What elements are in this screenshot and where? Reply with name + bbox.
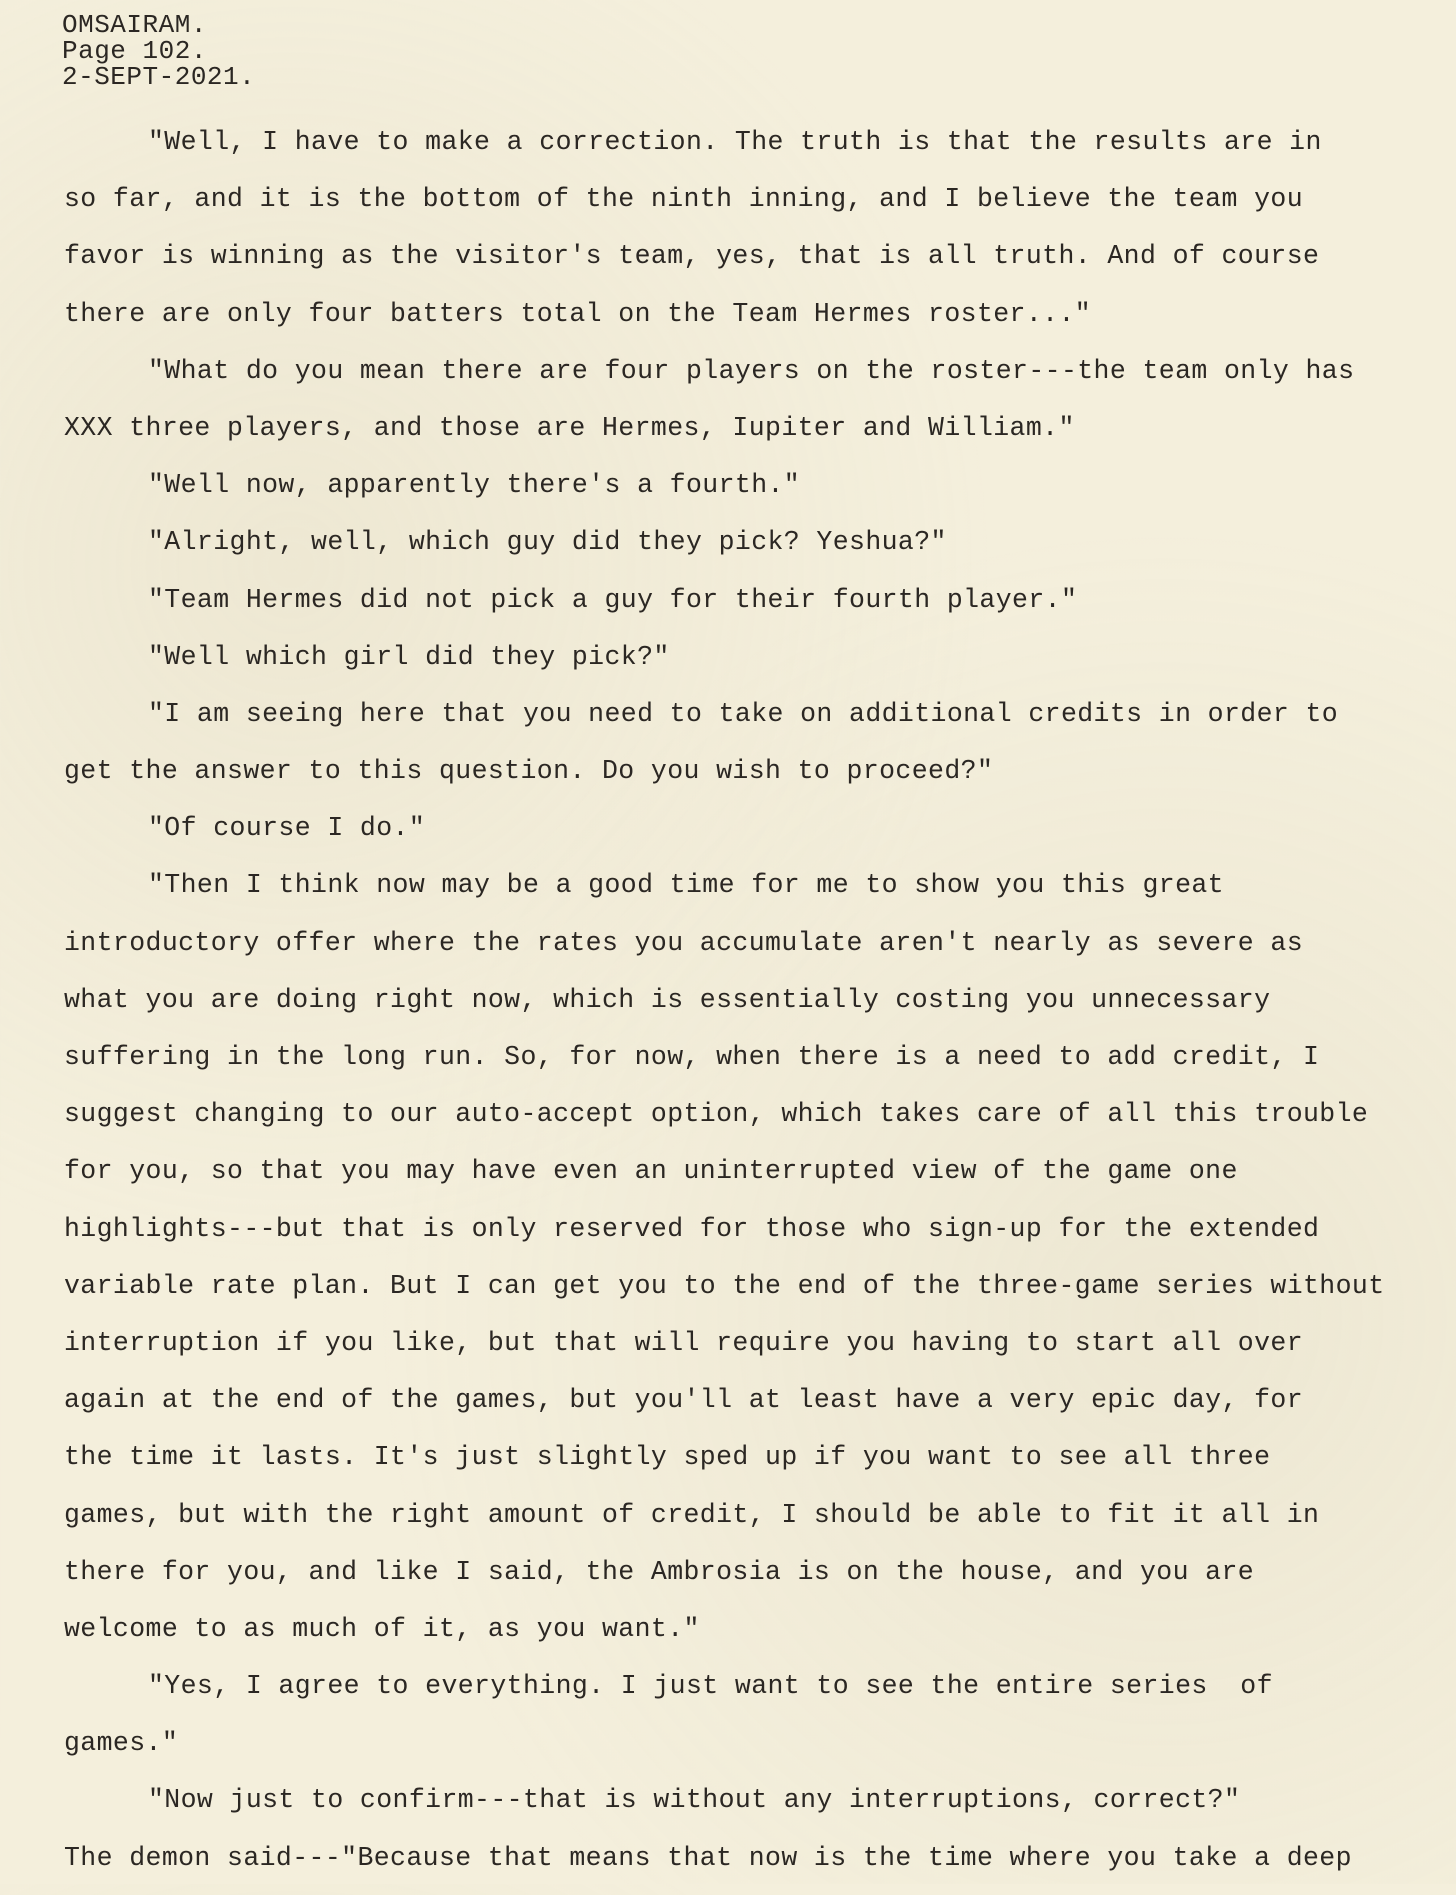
text-line: "Now just to confirm---that is without any interruptions, correct?" xyxy=(148,1785,1241,1816)
text-line: get the answer to this question. Do you wish to proceed?" xyxy=(64,756,994,787)
text-line: "What do you mean there are four players on the roster---the team only has xyxy=(148,355,1355,386)
text-line: interruption if you like, but that will require you having to start all over xyxy=(64,1327,1303,1358)
text-line: welcome to as much of it, as you want." xyxy=(64,1613,700,1644)
text-line: what you are doing right now, which is essentially costing you unnecessary xyxy=(64,984,1271,1015)
text-line: introductory offer where the rates you accumulate aren't nearly as severe as xyxy=(64,927,1303,958)
text-line: suffering in the long run. So, for now, when there is a need to add credit, I xyxy=(64,1042,1320,1072)
page-header xyxy=(62,12,255,90)
text-line: The demon said---"Because that means that now is the time where you take a deep xyxy=(64,1842,1352,1873)
text-line: "Well, I have to make a correction. The truth is that the results are in xyxy=(148,127,1322,157)
text-line: "Of course I do." xyxy=(148,813,426,844)
text-line: for you, so that you may have even an uninterrupted view of the game one xyxy=(64,1156,1238,1187)
text-line: there are only four batters total on the Team Hermes roster..." xyxy=(64,298,1092,329)
text-line: "Yes, I agree to everything. I just want to see the entire series of xyxy=(148,1671,1273,1702)
text-line: favor is winning as the visitor's team, yes, that is all truth. And of course xyxy=(64,241,1320,272)
text-line: "Team Hermes did not pick a guy for their fourth player." xyxy=(148,584,1078,615)
text-line: variable rate plan. But I can get you to the end of the three-game series without xyxy=(64,1270,1385,1301)
text-line: games." xyxy=(64,1728,179,1759)
text-line: there for you, and like I said, the Ambrosia is on the house, and you are xyxy=(64,1556,1255,1587)
header-line-2: Page 102. xyxy=(62,36,207,66)
text-line: "Alright, well, which guy did they pick? Yeshua?" xyxy=(148,527,947,558)
text-line: "Then I think now may be a good time for me to show you this great xyxy=(148,870,1224,901)
header-line-1: OMSAIRAM. xyxy=(62,10,207,40)
text-line: "I am seeing here that you need to take on additional credits in order to xyxy=(148,698,1339,729)
text-line: games, but with the right amount of credit, I should be able to fit it all in xyxy=(64,1499,1320,1530)
text-line: again at the end of the games, but you'll at least have a very epic day, for xyxy=(64,1385,1303,1416)
text-line: XXX three players, and those are Hermes, Iupiter and William." xyxy=(64,412,1075,443)
text-line: suggest changing to our auto-accept option, which takes care of all this trouble xyxy=(64,1099,1369,1130)
header-line-3: 2-SEPT-2021. xyxy=(62,62,256,92)
text-line: "Well which girl did they pick?" xyxy=(148,641,670,672)
text-line: highlights---but that is only reserved for those who sign-up for the extended xyxy=(64,1213,1320,1244)
text-line: so far, and it is the bottom of the ninth inning, and I believe the team you xyxy=(64,184,1303,215)
text-line: "Well now, apparently there's a fourth." xyxy=(148,470,801,501)
text-line: the time it lasts. It's just slightly sped up if you want to see all three xyxy=(64,1442,1271,1473)
body-text xyxy=(64,122,1454,1895)
